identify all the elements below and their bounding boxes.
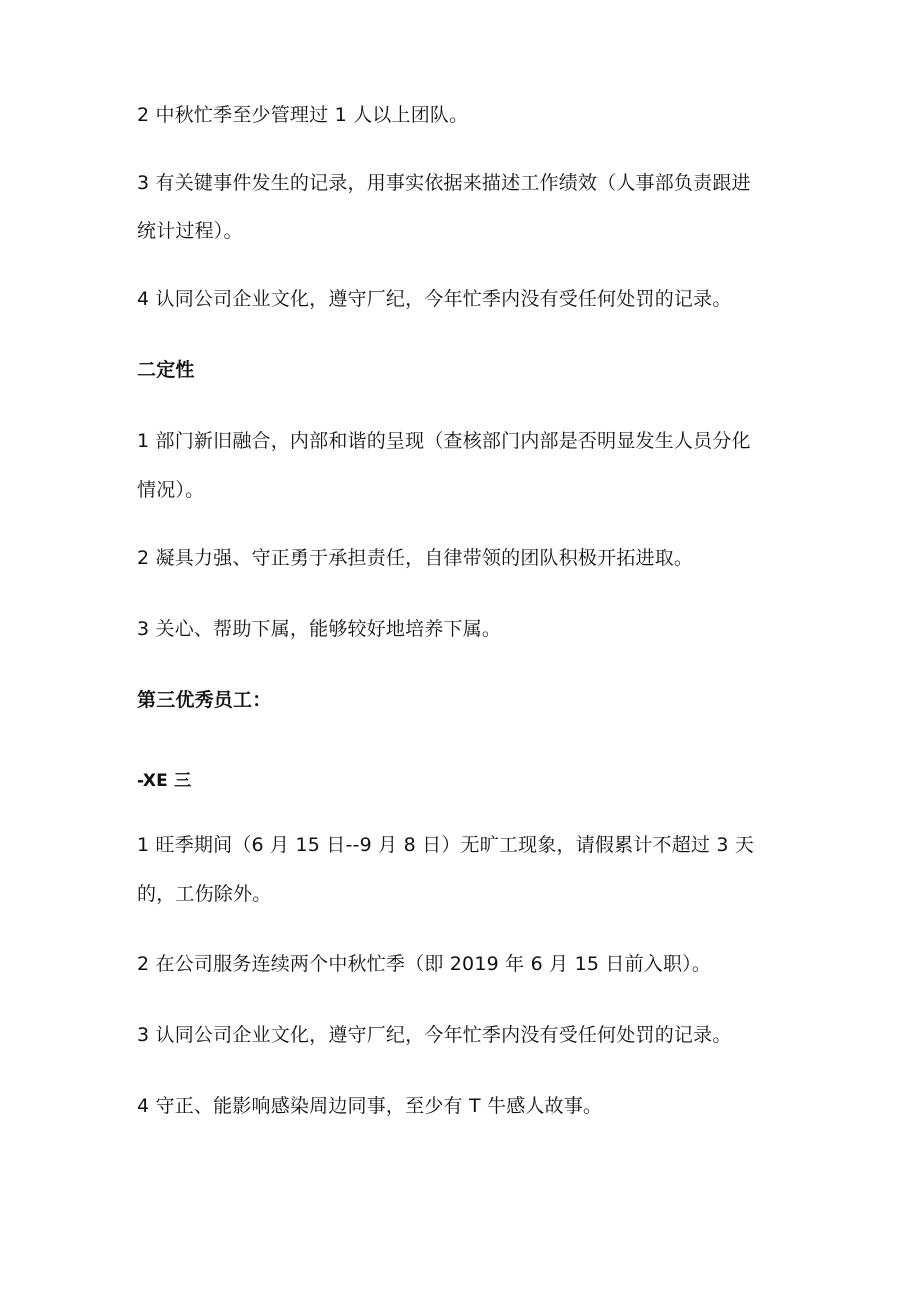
paragraph-line: 3 认同公司企业文化，遵守厂纪，今年忙季内没有受任何处罚的记录。 (137, 1024, 732, 1046)
paragraph-line: 4 守正、能影响感染周边同事，至少有 T 牛感人故事。 (137, 1095, 603, 1117)
paragraph-line: 1 部门新旧融合，内部和谐的呈现（查核部门内部是否明显发生人员分化 (137, 430, 751, 452)
subheading: -XE 三 (137, 771, 192, 791)
section-heading: 第三优秀员工： (137, 689, 272, 711)
paragraph-line: 4 认同公司企业文化，遵守厂纪，今年忙季内没有受任何处罚的记录。 (137, 288, 732, 310)
section-heading: 二定性 (137, 359, 195, 381)
paragraph-line: 2 凝具力强、守正勇于承担责任，自律带领的团队积极开拓进取。 (137, 547, 694, 569)
paragraph-line: 3 关心、帮助下属，能够较好地培养下属。 (137, 618, 502, 640)
paragraph-line: 3 有关键事件发生的记录，用事实依据来描述工作绩效（人事部负责跟进 (137, 172, 751, 194)
paragraph-line: 的，工伤除外。 (137, 883, 272, 905)
paragraph-line: 1 旺季期间（6 月 15 日--9 月 8 日）无旷工现象，请假累计不超过 3 天 (137, 834, 755, 856)
paragraph-line: 2 在公司服务连续两个中秋忙季（即 2019 年 6 月 15 日前入职）。 (137, 953, 712, 975)
paragraph-line: 2 中秋忙季至少管理过 1 人以上团队。 (137, 104, 469, 126)
paragraph-line: 统计过程）。 (137, 220, 243, 242)
paragraph-line: 情况）。 (137, 479, 205, 501)
